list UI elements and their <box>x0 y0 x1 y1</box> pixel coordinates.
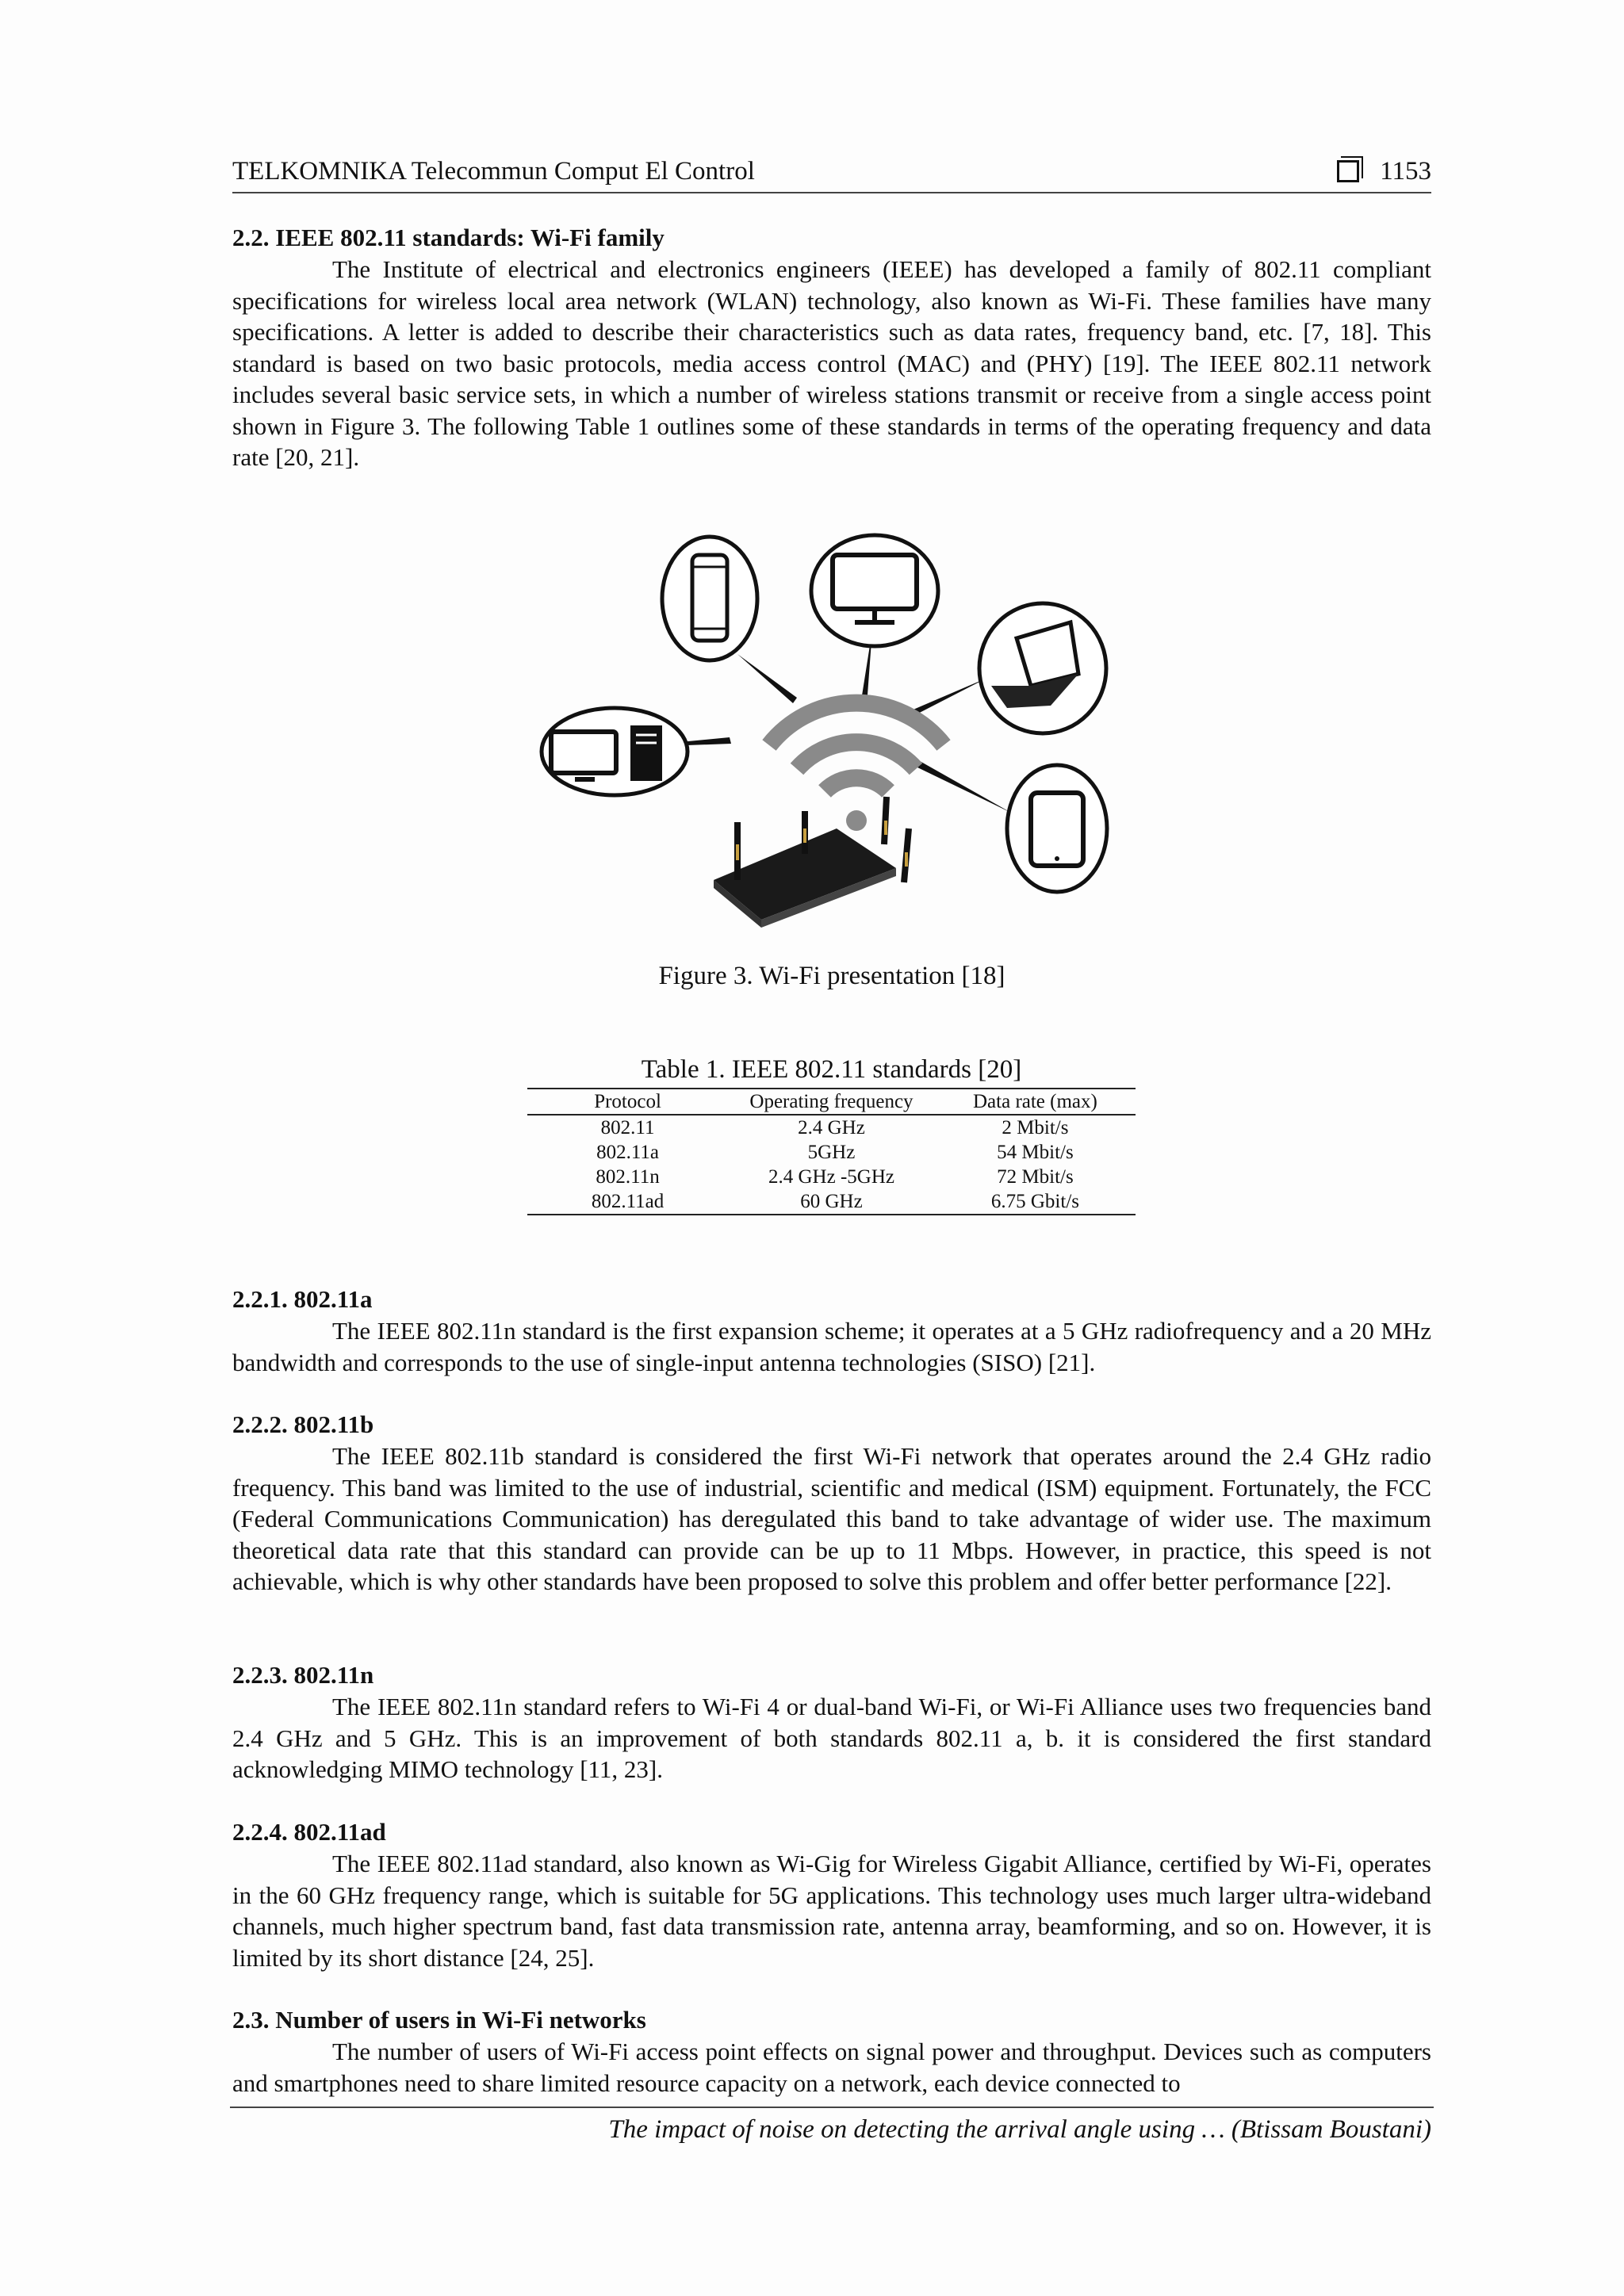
section-heading-2-2-3: 2.2.3. 802.11n <box>232 1661 374 1689</box>
table-cell: 2 Mbit/s <box>1002 1117 1069 1138</box>
table-cell: 802.11 <box>600 1117 655 1138</box>
router-icon <box>714 797 909 928</box>
table-header-row <box>527 1089 1136 1115</box>
table-row <box>527 1140 1136 1165</box>
table-1-standards <box>527 1088 1136 1215</box>
wifi-icon <box>769 703 944 791</box>
section-heading-2-2-2: 2.2.2. 802.11b <box>232 1410 374 1438</box>
tv-monitor-icon <box>811 535 938 646</box>
section-heading-2-3: 2.3. Number of users in Wi-Fi networks <box>232 2006 646 2034</box>
table-cell: 72 Mbit/s <box>997 1166 1074 1188</box>
column-header: Protocol <box>527 1089 728 1115</box>
page-number-group <box>1337 152 1431 190</box>
section-body-2-2-2: The IEEE 802.11b standard is considered the first Wi-Fi network that operates around the 2.4 GHz radio frequency. This band was limited to the use of industrial, scientific and medical (ISM) equipment. Fortunately, the FCC (Federal Communications Communication) has deregulated this band to take advantage of wider use. The maximum theoretical data rate that this standard can provide can be up to 11 Mbps. However, in practice, this speed is not achievable, which is why other standards have been proposed to solve this problem and offer better performance [22]. <box>232 1442 1431 1595</box>
checkbox-bullet-icon <box>1337 160 1359 182</box>
column-header: Data rate (max) <box>935 1089 1136 1115</box>
section-heading-2-2: 2.2. IEEE 802.11 standards: Wi-Fi family <box>232 224 665 251</box>
section-body-2-2: The Institute of electrical and electronics engineers (IEEE) has developed a family of 802.11 compliant specifications for wireless local area network (WLAN) technology, also known as Wi-Fi. These families have many specifications. A letter is added to describe their characteristics such as data rates, frequency band, etc. [7, 18]. This standard is based on two basic protocols, media access control (MAC) and (PHY) [19]. The IEEE 802.11 network includes several basic service sets, in which a number of wireless stations transmit or receive from a single access point shown in Figure 3. The following Table 1 outlines some of these standards in terms of the operating frequency and data rate [20, 21]. <box>232 255 1431 471</box>
section-heading-2-2-4: 2.2.4. 802.11ad <box>232 1818 386 1846</box>
table-1-caption: Table 1. IEEE 802.11 standards [20] <box>641 1055 1022 1084</box>
section-body-2-2-1: The IEEE 802.11n standard is the first expansion scheme; it operates at a 5 GHz radiofrequency and a 20 MHz bandwidth and corresponds to the use of single-input antenna technologies (SISO) [21]. <box>232 1317 1431 1376</box>
table-cell: 802.11a <box>596 1142 660 1163</box>
page-number: 1153 <box>1380 157 1431 186</box>
table-cell: 5GHz <box>807 1142 856 1163</box>
table-cell: 54 Mbit/s <box>997 1142 1074 1163</box>
table-row <box>527 1115 1136 1140</box>
figure-3-wifi-diagram <box>523 527 1110 932</box>
section-heading-2-2-1: 2.2.1. 802.11a <box>232 1285 373 1313</box>
journal-title: TELKOMNIKA Telecommun Comput El Control <box>232 157 755 186</box>
laptop-icon <box>979 603 1106 733</box>
desktop-computer-icon <box>542 708 688 795</box>
table-row <box>527 1165 1136 1189</box>
table-cell: 60 GHz <box>800 1191 863 1212</box>
section-body-2-2-3: The IEEE 802.11n standard refers to Wi-Fi 4 or dual-band Wi-Fi, or Wi-Fi Alliance uses two frequencies band 2.4 GHz and 5 GHz. This is an improvement of both standards 802.11 a, b. it is considered the first standard acknowledging MIMO technology [11, 23]. <box>232 1693 1431 1783</box>
tablet-icon <box>1007 765 1107 892</box>
table-row <box>527 1189 1136 1215</box>
section-body-2-2-4: The IEEE 802.11ad standard, also known as Wi-Gig for Wireless Gigabit Alliance, certified by Wi-Fi, operates in the 60 GHz frequency range, which is suitable for 5G applications. This technology uses much larger ultra-wideband channels, much higher spectrum band, fast data transmission rate, antenna array, beamforming, and so on. However, it is limited by its short distance [24, 25]. <box>232 1850 1431 1972</box>
table-cell: 802.11n <box>596 1166 660 1188</box>
smartphone-icon <box>662 537 757 660</box>
section-body-2-3: The number of users of Wi-Fi access point effects on signal power and throughput. Devices such as computers and smartphones need to share limited resource capacity on a network, each device connected to <box>232 2038 1431 2097</box>
column-header: Operating frequency <box>728 1089 935 1115</box>
table-cell: 802.11ad <box>591 1191 665 1212</box>
figure-3-caption: Figure 3. Wi-Fi presentation [18] <box>658 962 1005 990</box>
running-footer: The impact of noise on detecting the arrival angle using … (Btissam Boustani) <box>608 2115 1431 2144</box>
footer-rule <box>230 2107 1434 2108</box>
table-cell: 6.75 Gbit/s <box>990 1191 1079 1212</box>
table-cell: 2.4 GHz -5GHz <box>768 1166 894 1188</box>
running-header <box>232 152 1431 193</box>
table-cell: 2.4 GHz <box>798 1117 865 1138</box>
